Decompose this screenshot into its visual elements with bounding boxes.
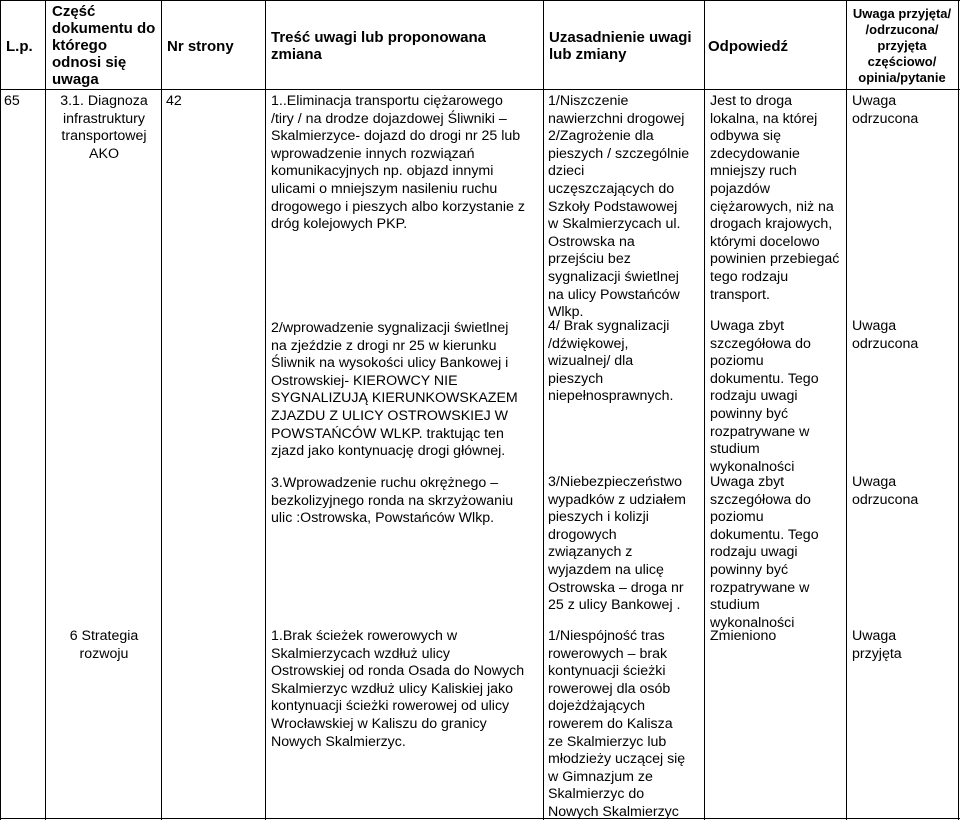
justification-text-4: 1/Niespójność tras rowerowych – brak kontynuacji ścieżki rowerowej dla osób dojeżdżających rowerem do Kalisza ze Skalmierzyc lub młodzieży uczącej się w Gimnazjum ze Skalmierzyc do Nowych Skalmierzyc [548, 628, 686, 820]
table-border-right [958, 0, 959, 820]
document-part-diagnosis: 3.1. Diagnoza infrastruktury transportowej AKO [60, 93, 148, 162]
header-document-part: Część dokumentu do którego odnosi się uwaga [52, 3, 156, 88]
header-page-number: Nr strony [167, 38, 234, 55]
column-divider [265, 0, 266, 820]
comment-text-4: 1.Brak ścieżek rowerowych w Skalmierzycach wzdłuż ulicy Ostrowskiej od ronda Osada do Nowych Skalmierzyc wzdłuż ulicy Kaliskiej jako kontynuacji ścieżki rowerowej od ulicy Wrocławskiej w Kaliszu do granicy Nowych Skalmierzyc. [271, 628, 525, 750]
header-justification: Uzasadnienie uwagi lub zmiany [549, 29, 692, 63]
header-bottom-border [0, 89, 960, 90]
response-text-2: Uwaga zbyt szczegółowa do poziomu dokumentu. Tego rodzaju uwagi powinny być rozpatrywane w studium wykonalności [710, 318, 819, 475]
status-text-4: Uwaga przyjęta [852, 628, 902, 662]
table-border-top [0, 0, 960, 1]
status-text-2: Uwaga odrzucona [852, 318, 919, 352]
column-divider [161, 0, 162, 820]
header-response: Odpowiedź [708, 38, 788, 55]
status-text-3: Uwaga odrzucona [852, 474, 919, 508]
column-divider [543, 0, 544, 820]
justification-text-3: 3/Niebezpieczeństwo wypadków z udziałem pieszych i kolizji drogowych związanych z wyjazdem na ulicę Ostrowska – droga nr 25 z ulicy Bankowej . [548, 474, 686, 614]
comment-text-1: 1..Eliminacja transportu ciężarowego /tiry / na drodze dojazdowej Śliwniki – Skalmierzyce- dojazd do drogi nr 25 lub wprowadzenie innych rozwiązań komunikacyjnych np. objazd innymi ulicami o mniejszym nasileniu ruchu drogowego i pieszych albo korzystanie z dróg kolejowych PKP. [271, 93, 525, 233]
header-status: Uwaga przyjęta/ /odrzucona/ przyjęta częściowo/ opinia/pytanie [852, 6, 952, 85]
table-border-left [0, 0, 1, 820]
justification-text-1: 1/Niszczenie nawierzchni drogowej 2/Zagrożenie dla pieszych / szczególnie dzieci uczęszczających do Szkoły Podstawowej w Skalmierzycach ul. Ostrowska na przejściu bez sygnalizacji świetlnej na ulicy Powstańców Wlkp. [548, 93, 690, 321]
column-divider [704, 0, 705, 820]
page-number: 42 [166, 93, 182, 109]
response-text-4: Zmieniono [710, 628, 777, 644]
column-divider [45, 0, 46, 820]
header-lp: L.p. [6, 38, 33, 55]
row-number: 65 [4, 93, 20, 109]
response-text-3: Uwaga zbyt szczegółowa do poziomu dokumentu. Tego rodzaju uwagi powinny być rozpatrywane w studium wykonalności [710, 474, 819, 631]
justification-text-2: 4/ Brak sygnalizacji /dźwiękowej, wizualnej/ dla pieszych niepełnosprawnych. [548, 318, 674, 405]
document-part-strategy: 6 Strategia rozwoju [69, 628, 139, 662]
response-text-1: Jest to droga lokalna, na której odbywa się zdecydowanie mniejszy ruch pojazdów ciężarowych, niż na drogach krajowych, którymi docelowo powinien przebiegać tego rodzaju transport. [710, 93, 840, 303]
comment-text-3: 3.Wprowadzenie ruchu okrężnego – bezkolizyjnego ronda na skrzyżowaniu ulic :Ostrowska, Powstańców Wlkp. [271, 475, 514, 527]
status-text-1: Uwaga odrzucona [852, 93, 919, 127]
header-comment-content: Treść uwagi lub proponowana zmiana [271, 29, 487, 63]
column-divider [846, 0, 847, 820]
table-border-bottom [0, 818, 960, 819]
comment-text-2: 2/wprowadzenie sygnalizacji świetlnej na zjeździe z drogi nr 25 w kierunku Śliwnik na wysokości ulicy Bankowej i Ostrowskiej- KIEROWCY NIE SYGNALIZUJĄ KIERUNKOWSKAZEM ZJAZDU Z ULICY OSTROWSKIEJ W POWSTAŃCÓW WLKP. traktując ten zjazd jako kontynuację drogi głównej. [271, 320, 518, 460]
